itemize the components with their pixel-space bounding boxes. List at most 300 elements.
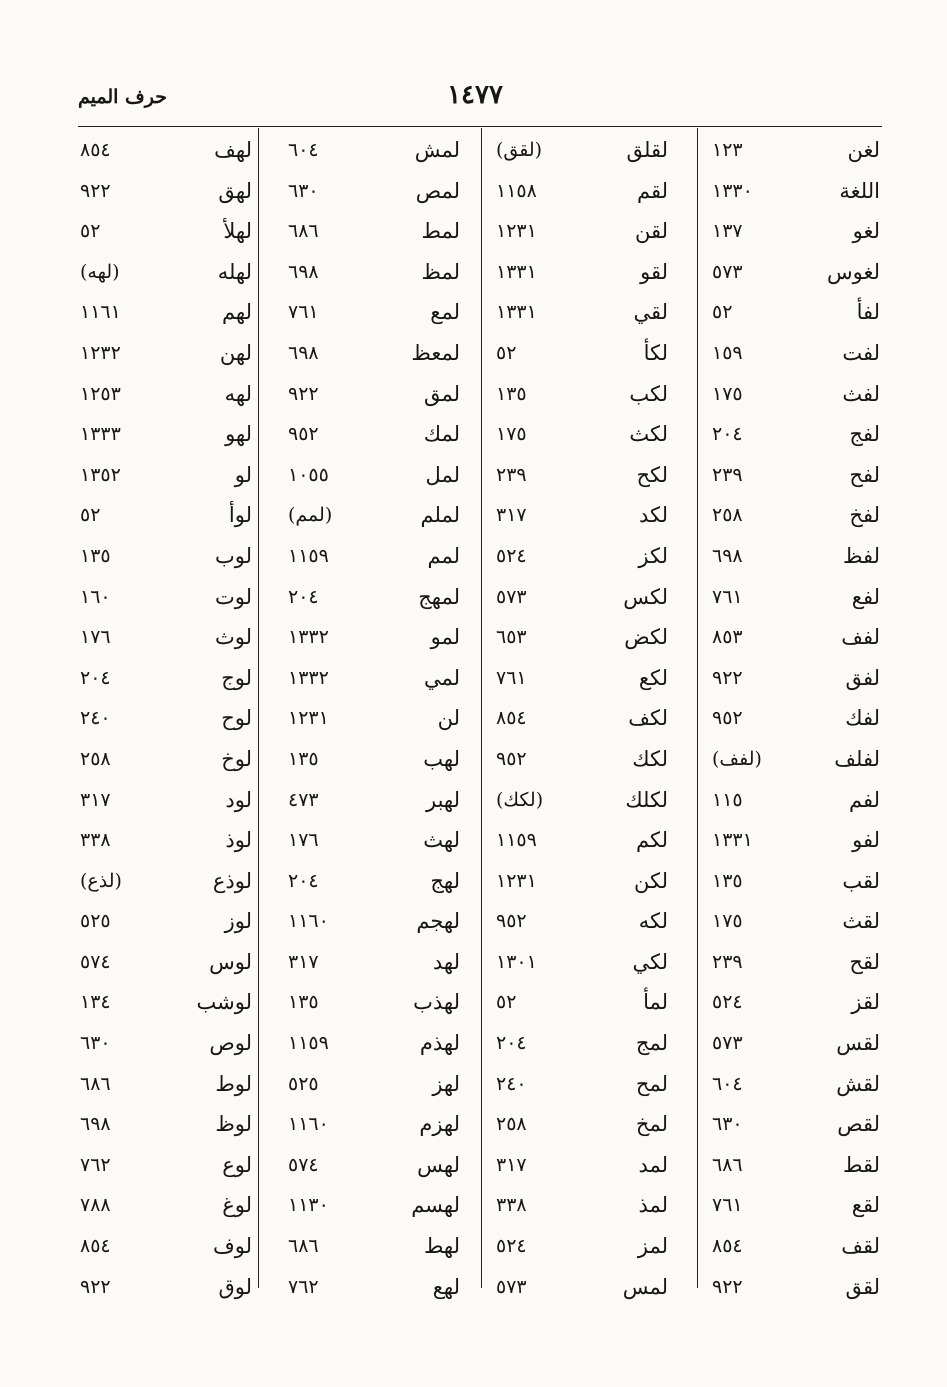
entry-reference: ٧٦١ [288,301,319,324]
entry-word: لقف [841,1234,880,1259]
index-entry [712,544,880,585]
index-entry [80,382,252,423]
entry-word: لكح [636,462,668,487]
index-entry [496,990,668,1031]
entry-word: لقن [634,219,668,244]
index-entry [712,990,880,1031]
index-entry [288,747,460,788]
entry-reference: ٧٦١ [712,1194,743,1217]
entry-word: لمي [423,665,460,690]
index-entry [288,666,460,707]
entry-reference: ١٣٥٢ [80,463,121,486]
entry-word: لكع [638,665,668,690]
entry-word: لقع [851,1193,880,1218]
entry-reference: ٢٠٤ [712,423,743,446]
entry-reference: ٥٢٤ [712,991,743,1014]
entry-word: لمط [421,219,460,244]
entry-reference: ٩٢٢ [80,1275,111,1298]
index-entry [80,422,252,463]
index-entry [80,1193,252,1234]
entry-reference: ٦٨٦ [80,1072,111,1095]
index-entry [712,341,880,382]
entry-reference: ٧٦٢ [80,1153,111,1176]
entry-reference: ٦٨٦ [288,220,319,243]
entry-reference: (لقق) [496,139,543,161]
index-entry [80,788,252,829]
index-entry [712,625,880,666]
entry-word: لفظ [843,543,880,568]
index-entry [712,869,880,910]
index-entry [496,179,668,220]
entry-word: لكك [632,746,668,771]
entry-word: لفع [851,584,880,609]
entry-reference: ١٣٣٣ [80,423,121,446]
entry-word: لهذب [413,990,460,1015]
entry-word: لمع [430,300,460,325]
entry-word: لكن [634,868,668,893]
entry-reference: ١٣٣٢ [288,626,329,649]
entry-word: لفج [849,422,880,447]
entry-word: لهق [218,178,252,203]
entry-word: لكد [638,503,668,528]
entry-word: لمهج [418,584,460,609]
entry-word: لكب [629,381,668,406]
index-entry [712,1072,880,1113]
index-entry [712,706,880,747]
entry-word: لوط [215,1071,252,1096]
entry-reference: ٥٧٣ [712,260,743,283]
index-entry [496,788,668,829]
index-entry [80,544,252,585]
entry-reference: ٨٥٤ [496,707,527,730]
index-entry [288,909,460,950]
entry-reference: ١٣٥ [712,869,743,892]
index-entry [288,585,460,626]
index-entry [712,585,880,626]
entry-word: لفف [841,625,880,650]
entry-word: لهز [432,1071,460,1096]
entry-reference: ٨٥٤ [80,1235,111,1258]
index-entry [80,179,252,220]
entry-reference: ٥٢ [712,301,733,324]
index-entry [496,1072,668,1113]
index-entry [288,1112,460,1153]
entry-reference: ٩٢٢ [288,382,319,405]
index-entry [80,869,252,910]
section-title: حرف الميم [78,86,167,108]
entry-word: لقح [849,949,880,974]
index-entry [712,179,880,220]
index-entry [496,909,668,950]
entry-reference: ٧٨٨ [80,1194,111,1217]
entry-reference: ٥٢٥ [288,1072,319,1095]
index-entry [80,1112,252,1153]
entry-word: لهه [224,381,252,406]
entry-word: لقي [633,300,668,325]
entry-reference: ١٣٥ [288,747,319,770]
page-number: ١٤٧٧ [447,80,503,110]
index-entry [712,788,880,829]
entry-reference: ٦٣٠ [288,179,319,202]
entry-word: لفأ [856,300,880,325]
index-entry [288,219,460,260]
index-entry [80,625,252,666]
index-entry [496,869,668,910]
entry-reference: ٩٥٢ [496,747,527,770]
entry-word: لقث [842,909,880,934]
entry-reference: ١١٣٠ [288,1194,329,1217]
entry-reference: ٢٠٤ [496,1032,527,1055]
entry-word: لغن [847,138,880,162]
entry-word: لكي [632,949,668,974]
entry-reference: ٥٢٤ [496,544,527,567]
entry-word: لوغ [222,1193,252,1218]
entry-word: لمس [622,1274,668,1299]
entry-reference: (لهه) [80,260,120,283]
index-entry [288,382,460,423]
entry-reference: ٩٥٢ [712,707,743,730]
entry-word: لوث [214,625,252,650]
entry-reference: ٥٢ [80,504,101,527]
entry-word: لهذم [419,1031,460,1056]
entry-word: لقم [637,178,668,203]
entry-reference: ١٢٣١ [288,707,329,730]
entry-reference: ١٢٣٢ [80,341,121,364]
entry-reference: ٨٥٤ [712,1235,743,1258]
entry-reference: ٣١٧ [288,950,319,973]
entry-reference: ٦٨٦ [288,1235,319,1258]
index-column-3 [288,138,460,1315]
entry-reference: ٦٣٠ [712,1113,743,1136]
entry-reference: ٦٩٨ [712,544,743,567]
entry-reference: (لفف) [712,747,762,770]
entry-reference: ٥٢٥ [80,910,111,933]
index-entry [496,422,668,463]
entry-word: لوس [209,949,252,974]
entry-reference: ٥٧٣ [496,1275,527,1298]
index-entry [712,503,880,544]
entry-word: لوع [222,1152,252,1177]
entry-reference: ١١٥٩ [288,1032,329,1055]
entry-word: لغوس [826,259,880,284]
entry-word: لهم [221,300,252,325]
index-entry [496,219,668,260]
index-entry [496,544,668,585]
entry-word: لكس [623,584,668,609]
index-entry [80,341,252,382]
entry-word: لكلك [625,787,668,812]
entry-word: لمح [635,1071,668,1096]
index-entry [712,463,880,504]
entry-word: لمل [425,462,460,487]
entry-reference: ٦٩٨ [288,260,319,283]
entry-reference: ٣١٧ [496,1153,527,1176]
index-entry [712,1193,880,1234]
column-divider [481,128,482,1288]
index-entry [496,950,668,991]
index-entry [80,828,252,869]
index-entry [288,1031,460,1072]
index-entry [496,1153,668,1194]
entry-reference: ١٣٥ [288,991,319,1014]
entry-word: لهلأ [223,219,252,244]
entry-reference: ١٢٣١ [496,869,537,892]
entry-word: لمد [638,1152,668,1177]
entry-reference: ٦٠٤ [288,139,319,161]
index-entry [288,463,460,504]
index-entry [288,828,460,869]
entry-word: لهث [423,828,460,853]
entry-word: لوذع [212,868,252,893]
entry-reference: ١٧٦ [288,829,319,852]
entry-word: لوف [212,1234,252,1259]
index-entry [496,138,668,179]
index-entry [80,219,252,260]
entry-reference: ١٧٥ [712,382,743,405]
entry-word: لهسم [411,1193,460,1218]
entry-reference: ٢٣٩ [712,463,743,486]
entry-reference: ٢٥٨ [496,1113,527,1136]
entry-reference: ١٣٣١ [712,829,753,852]
entry-reference: ١٣٣١ [496,260,537,283]
entry-word: لغو [852,219,880,244]
index-entry [80,706,252,747]
entry-reference: ١٣٠١ [496,950,537,973]
entry-word: لقز [851,990,880,1015]
entry-reference: ٩٢٢ [712,1275,743,1298]
index-entry [288,706,460,747]
entry-reference: ١١٥٩ [496,829,537,852]
entry-reference: ١٣٣٢ [288,666,329,689]
entry-reference: ٥٧٣ [712,1032,743,1055]
index-entry [496,1275,668,1316]
entry-word: لوشب [196,990,252,1015]
entry-reference: ٣٣٨ [496,1194,527,1217]
index-entry [80,503,252,544]
entry-word: لوذ [225,828,252,853]
entry-reference: ٦٩٨ [288,341,319,364]
entry-word: لوج [221,665,252,690]
entry-word: لهع [432,1274,460,1299]
entry-word: لكأ [643,340,668,365]
entry-word: لقلق [626,138,668,162]
entry-reference: ٦٥٣ [496,626,527,649]
entry-reference: ٣١٧ [80,788,111,811]
entry-reference: ٧٦٢ [288,1275,319,1298]
entry-reference: ٥٢ [496,341,517,364]
entry-reference: ٥٧٤ [80,950,111,973]
entry-word: لمظ [421,259,460,284]
index-entry [288,503,460,544]
entry-word: لمذ [638,1193,668,1218]
entry-word: لوت [214,584,252,609]
index-entry [288,179,460,220]
entry-reference: ٢٣٩ [496,463,527,486]
index-entry [288,950,460,991]
index-entry [496,382,668,423]
index-entry [80,1031,252,1072]
entry-reference: ١٣٤ [80,991,111,1014]
index-entry [288,869,460,910]
index-entry [80,300,252,341]
entry-word: لقو [640,259,668,284]
entry-reference: ١٢٣ [712,139,743,161]
entry-word: لمك [423,422,460,447]
column-divider [258,128,259,1288]
entry-reference: ٧٦١ [496,666,527,689]
index-entry [496,747,668,788]
index-entry [496,503,668,544]
index-entry [80,1275,252,1316]
entry-reference: ٨٥٣ [712,626,743,649]
entry-word: لفك [845,706,880,731]
entry-word: لمص [415,178,460,203]
entry-reference: ١٧٥ [712,910,743,933]
entry-word: لكف [628,706,668,731]
index-entry [712,828,880,869]
entry-word: لهس [417,1152,460,1177]
entry-word: لوز [224,909,252,934]
index-column-1 [712,138,880,1315]
index-entry [288,544,460,585]
entry-reference: ٥٧٤ [288,1153,319,1176]
entry-word: لمخ [635,1112,668,1137]
entry-word: لوح [221,706,252,731]
entry-reference: ٣١٧ [496,504,527,527]
index-entry [288,300,460,341]
index-entry [712,747,880,788]
index-entry [80,463,252,504]
index-entry [288,1153,460,1194]
entry-word: لكض [624,625,668,650]
entry-reference: ٧٦١ [712,585,743,608]
entry-word: لمج [635,1031,668,1056]
index-entry [80,909,252,950]
entry-reference: ١٣٣٠ [712,179,753,202]
entry-word: لهله [217,259,252,284]
index-entry [712,1153,880,1194]
entry-word: لقش [836,1071,880,1096]
entry-word: لقق [845,1274,880,1299]
entry-reference: ٥٢ [80,220,101,243]
entry-reference: ٩٥٢ [496,910,527,933]
entry-word: لفو [852,828,880,853]
index-entry [288,1193,460,1234]
entry-reference: ٣٣٨ [80,829,111,852]
entry-word: لوب [214,543,252,568]
entry-reference: ٥٢٤ [496,1235,527,1258]
entry-reference: ٢٤٠ [80,707,111,730]
entry-word: لهد [432,949,460,974]
entry-word: لهف [214,138,252,162]
index-entry [712,219,880,260]
entry-word: لهط [423,1234,460,1259]
index-entry [712,666,880,707]
entry-reference: ٩٥٢ [288,423,319,446]
entry-word: لهو [225,422,252,447]
index-entry [496,1193,668,1234]
entry-reference: ١٣٥ [80,544,111,567]
index-entry [496,625,668,666]
entry-word: لو [234,462,252,487]
index-entry [712,422,880,463]
entry-reference: ٥٧٣ [496,585,527,608]
index-entry [288,788,460,829]
entry-reference: ١١٥٨ [496,179,537,202]
entry-word: لكث [629,422,668,447]
entry-reference: ١٧٦ [80,626,111,649]
entry-reference: ١٣٣١ [496,301,537,324]
entry-reference: ١٥٩ [712,341,743,364]
index-entry [712,1112,880,1153]
index-entry [712,909,880,950]
index-entry [712,950,880,991]
entry-reference: ٢٥٨ [80,747,111,770]
index-entry [712,300,880,341]
entry-word: لكه [638,909,668,934]
entry-reference: ١٣٥ [496,382,527,405]
index-entry [496,341,668,382]
index-entry [288,260,460,301]
entry-word: لفخ [849,503,880,528]
index-entry [288,1234,460,1275]
entry-reference: ١١٦٠ [288,910,329,933]
entry-reference: ٩٢٢ [712,666,743,689]
entry-word: لفلف [834,746,880,771]
index-entry [496,585,668,626]
index-entry [712,1275,880,1316]
entry-word: لمق [423,381,460,406]
entry-word: لكم [636,828,668,853]
index-entry [80,666,252,707]
index-entry [712,260,880,301]
entry-reference: ٦٠٤ [712,1072,743,1095]
entry-word: لمز [637,1234,668,1259]
index-entry [496,300,668,341]
index-entry [496,1234,668,1275]
entry-word: لفح [849,462,880,487]
entry-reference: ٢٠٤ [80,666,111,689]
entry-reference: ٦٩٨ [80,1113,111,1136]
index-entry [288,422,460,463]
entry-word: لهزم [419,1112,460,1137]
entry-word: لمم [427,543,460,568]
entry-word: لوأ [228,503,252,528]
entry-word: لقب [842,868,880,893]
entry-reference: ١١٥٩ [288,544,329,567]
entry-word: لمو [430,625,460,650]
entry-reference: ٨٥٤ [80,139,111,161]
entry-reference: ١١٦٠ [288,1113,329,1136]
entry-word: لوق [218,1274,252,1299]
entry-reference: ١١٦١ [80,301,121,324]
index-entry [80,950,252,991]
index-entry [712,1031,880,1072]
index-entry [496,666,668,707]
entry-word: لفق [845,665,880,690]
index-entry [80,585,252,626]
entry-reference: ٤٧٣ [288,788,319,811]
entry-reference: (لمم) [288,504,333,527]
entry-reference: (لكك) [496,788,544,811]
entry-reference: ١٠٥٥ [288,463,329,486]
index-entry [288,1072,460,1113]
entry-reference: ٩٢٢ [80,179,111,202]
entry-reference: ٢٤٠ [496,1072,527,1095]
entry-reference: ٢٠٤ [288,869,319,892]
header-rule [78,126,882,127]
index-entry [712,138,880,179]
